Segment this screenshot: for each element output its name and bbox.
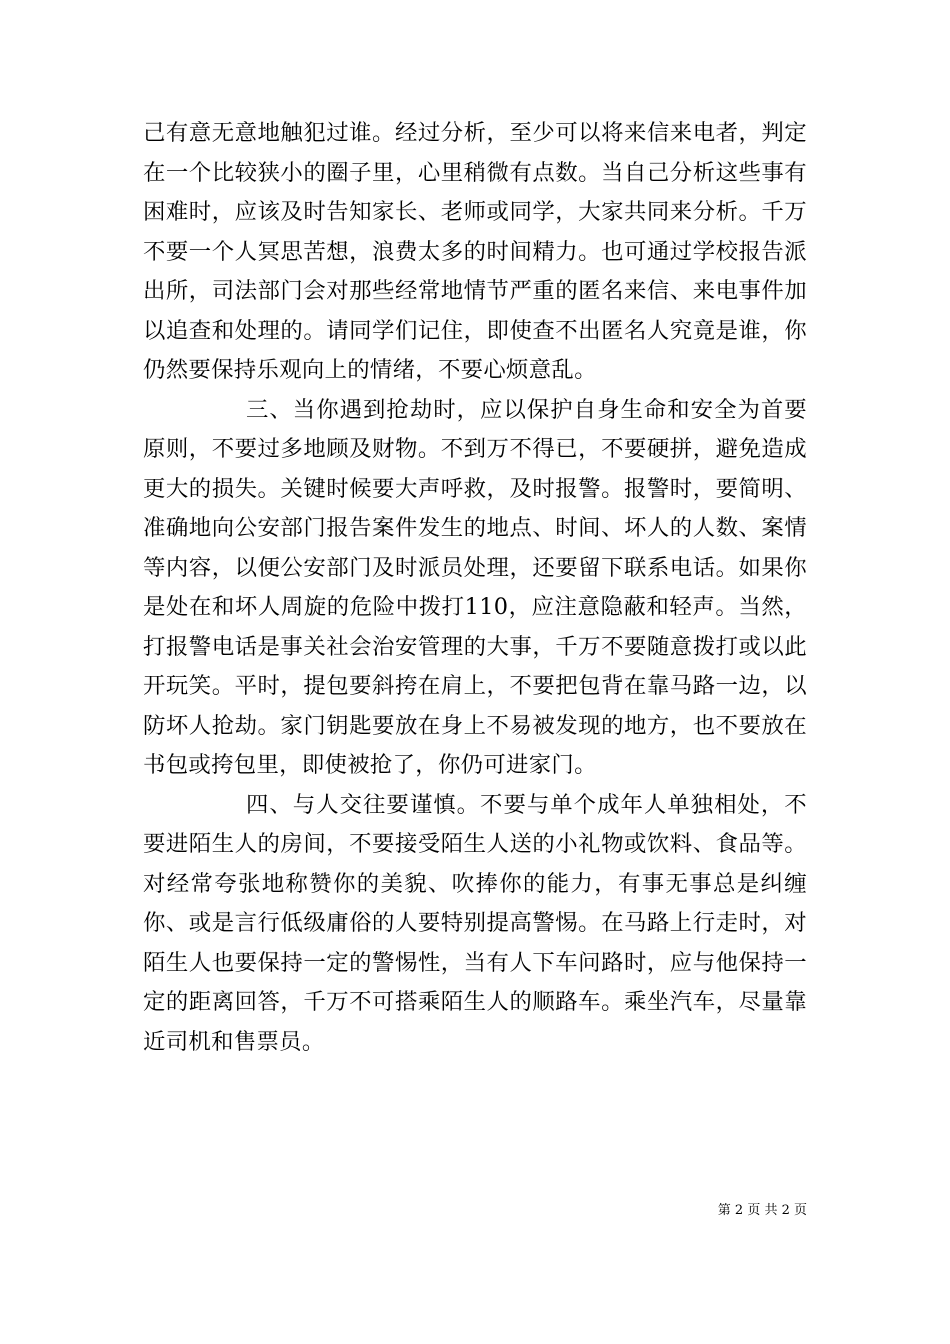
- page-number-footer: 第 2 页 共 2 页: [717, 1203, 807, 1218]
- paragraph-section-three: 三、当你遇到抢劫时，应以保护自身生命和安全为首要原则，不要过多地顾及财物。不到万不得已，不要硬拼，避免造成更大的损失。关键时候要大声呼救，及时报警。报警时，要简明、准确地向公安部门报告案件发生的地点、时间、坏人的人数、案情等内容，以便公安部门及时派员处理，还要留下联系电话。如果你是处在和坏人周旋的危险中拨打110，应注意隐蔽和轻声。当然，打报警电话是事关社会治安管理的大事，千万不要随意拨打或以此开玩笑。平时，提包要斜挎在肩上，不要把包背在靠马路一边，以防坏人抢劫。家门钥匙要放在身上不易被发现的地方，也不要放在书包或挎包里，即使被抢了，你仍可进家门。: [143, 396, 807, 778]
- document-body: [143, 114, 807, 1062]
- paragraph-continuation: 己有意无意地触犯过谁。经过分析，至少可以将来信来电者，判定在一个比较狭小的圈子里，心里稍微有点数。当自己分析这些事有困难时，应该及时告知家长、老师或同学，大家共同来分析。千万不要一个人冥思苦想，浪费太多的时间精力。也可通过学校报告派出所，司法部门会对那些经常地情节严重的匿名来信、来电事件加以追查和处理的。请同学们记住，即使查不出匿名人究竟是谁，你仍然要保持乐观向上的情绪，不要心烦意乱。: [143, 120, 807, 383]
- paragraph-section-four: 四、与人交往要谨慎。不要与单个成年人单独相处，不要进陌生人的房间，不要接受陌生人送的小礼物或饮料、食品等。对经常夸张地称赞你的美貌、吹捧你的能力，有事无事总是纠缠你、或是言行低级庸俗的人要特别提高警惕。在马路上行走时，对陌生人也要保持一定的警惕性，当有人下车问路时，应与他保持一定的距离回答，千万不可搭乘陌生人的顺路车。乘坐汽车，尽量靠近司机和售票员。: [143, 791, 807, 1055]
